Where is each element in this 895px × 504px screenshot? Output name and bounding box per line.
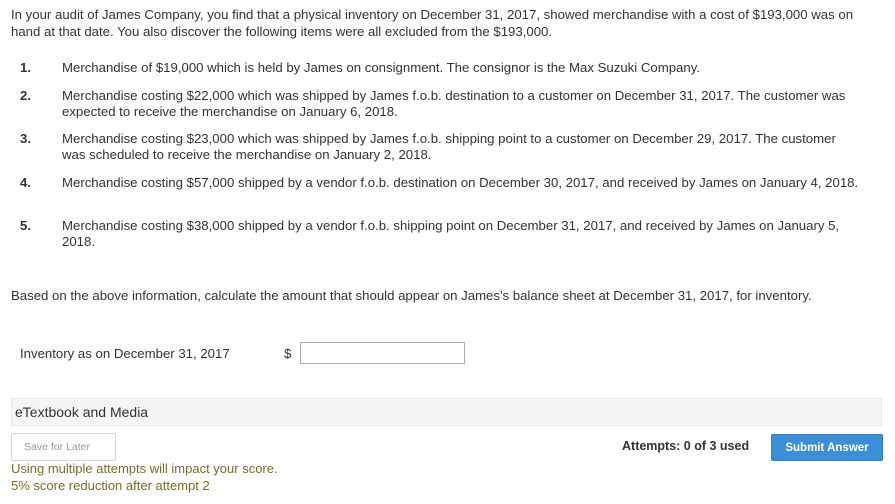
item-text: Merchandise costing $23,000 which was shipped by James f.o.b. shipping point to a customer on December 29, 2017. The customer was scheduled to receive the merchandise on January 2, 2018. [62,131,836,162]
item-text: Merchandise of $19,000 which is held by James on consignment. The consignor is the Max Suzuki Company. [62,60,700,75]
item-number: 3. [20,131,31,146]
etextbook-panel[interactable] [11,398,882,426]
problem-intro: In your audit of James Company, you find that a physical inventory on December 31, 2017, showed merchandise with a cost of $193,000 was on hand at that date. You also discover the following items were all excluded from the $193,000. [11,7,854,39]
attempt-warning: Using multiple attempts will impact your score. [11,461,278,476]
attempts-counter: Attempts: 0 of 3 used [622,439,750,453]
item-text: Merchandise costing $38,000 shipped by a vendor f.o.b. shipping point on December 31, 2017, and received by James on January 5, 2018. [62,218,840,249]
item-number: 4. [20,175,31,190]
inventory-amount-input[interactable] [300,342,465,364]
score-reduction-note: 5% score reduction after attempt 2 [11,478,210,493]
submit-answer-button[interactable]: Submit Answer [771,434,883,461]
answer-label: Inventory as on December 31, 2017 [20,346,230,361]
question-text: Based on the above information, calculate the amount that should appear on James's balance sheet at December 31, 2017, for inventory. [11,288,812,303]
currency-symbol: $ [284,346,292,361]
item-number: 1. [20,60,31,75]
item-text: Merchandise costing $22,000 which was shipped by James f.o.b. destination to a customer on December 31, 2017. The customer was expected to receive the merchandise on January 6, 2018. [62,88,846,119]
answer-row [20,342,480,366]
item-number: 2. [20,88,31,103]
save-for-later-button[interactable]: Save for Later [11,433,116,461]
etextbook-label[interactable]: eTextbook and Media [15,404,149,420]
item-number: 5. [20,218,31,233]
item-text: Merchandise costing $57,000 shipped by a vendor f.o.b. destination on December 30, 2017, and received by James on January 4, 2018. [62,175,859,190]
